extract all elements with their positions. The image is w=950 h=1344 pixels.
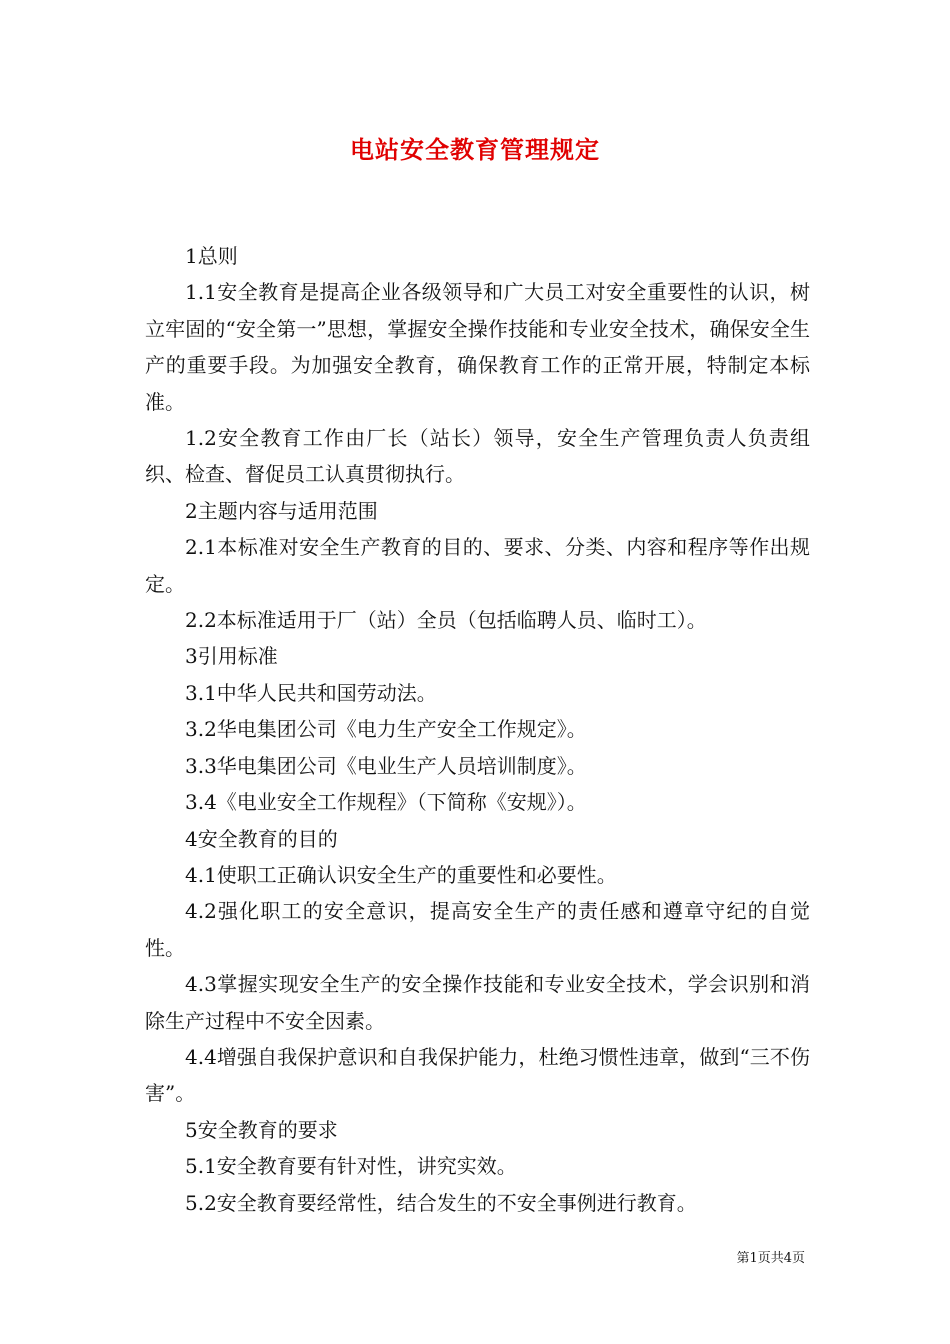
paragraph: 2.2本标准适用于厂（站）全员（包括临聘人员、临时工）。 [185,608,707,633]
paragraph: 5.2安全教育要经常性，结合发生的不安全事例进行教育。 [185,1190,697,1215]
document-title: 电站安全教育管理规定 [350,135,600,164]
section-heading: 1总则 [185,244,238,268]
paragraph: 4.4增强自我保护意识和自我保护能力，杜绝习惯性违章，做到“三不伤害”。 [145,1044,810,1106]
paragraph: 3.3华电集团公司《电业生产人员培训制度》。 [185,753,587,778]
section-heading: 3引用标准 [185,644,278,669]
section-heading: 4安全教育的目的 [185,826,338,851]
paragraph: 5.1安全教育要有针对性，讲究实效。 [185,1154,517,1179]
paragraph: 4.3掌握实现安全生产的安全操作技能和专业安全技术，学会识别和消除生产过程中不安全因素。 [145,972,810,1033]
document-body [145,238,810,1221]
page-number: 第1页共4页 [736,1251,805,1266]
paragraph: 1.2安全教育工作由厂长（站长）领导，安全生产管理负责人负责组织、检查、督促员工认真贯彻执行。 [145,426,810,487]
section-heading: 5安全教育的要求 [185,1117,338,1142]
section-heading: 2主题内容与适用范围 [185,498,378,523]
paragraph: 3.2华电集团公司《电力生产安全工作规定》。 [185,717,587,742]
paragraph: 4.1使职工正确认识安全生产的重要性和必要性。 [185,862,617,887]
paragraph: 2.1本标准对安全生产教育的目的、要求、分类、内容和程序等作出规定。 [145,535,810,596]
paragraph: 1.1安全教育是提高企业各级领导和广大员工对安全重要性的认识，树立牢固的“安全第一”思想，掌握安全操作技能和专业安全技术，确保安全生产的重要手段。为加强安全教育，确保教育工作的正常开展，特制定本标准。 [145,280,810,414]
paragraph: 4.2强化职工的安全意识，提高安全生产的责任感和遵章守纪的自觉性。 [145,899,810,960]
paragraph: 3.1中华人民共和国劳动法。 [185,680,437,705]
paragraph: 3.4《电业安全工作规程》（下简称《安规》）。 [185,790,587,815]
